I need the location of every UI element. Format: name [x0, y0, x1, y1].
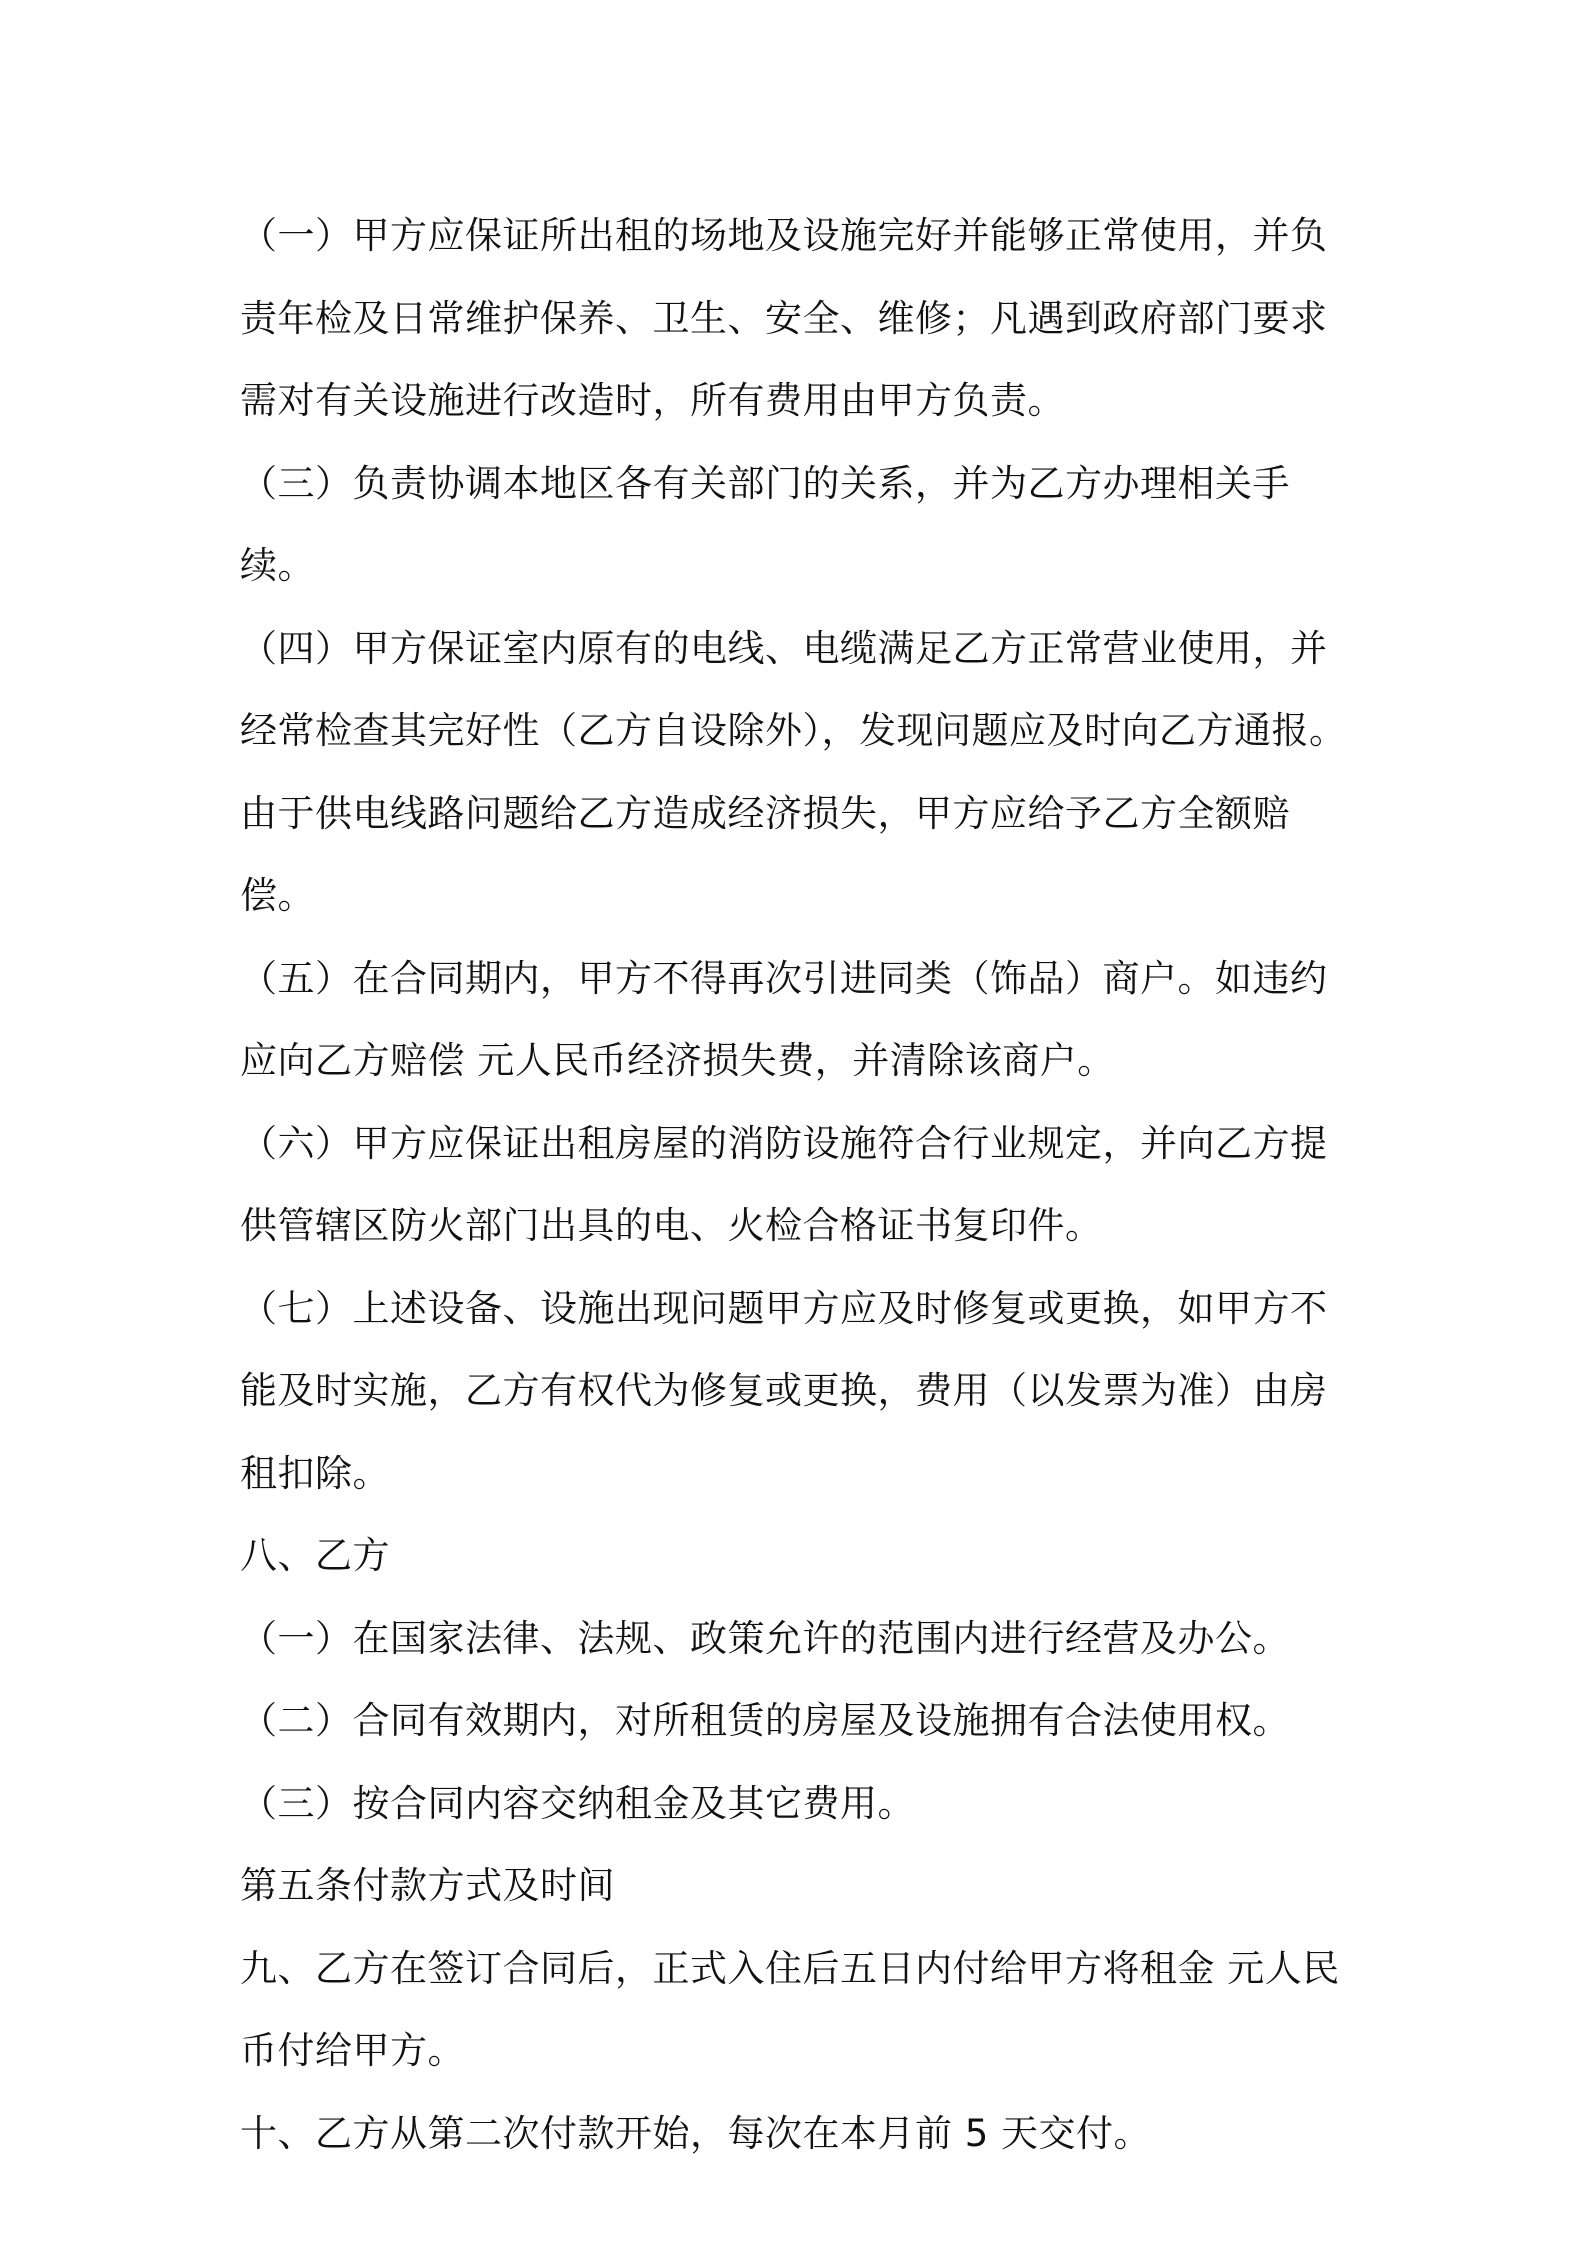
- paragraph-payment-10: 十、乙方从第二次付款开始，每次在本月前 5 天交付。: [240, 2111, 1152, 2155]
- paragraph-payment-9: 九、乙方在签订合同后，正式入住后五日内付给甲方将租金 元人民币付给甲方。: [240, 1946, 1340, 2072]
- section-heading-lessee: 八、乙方: [240, 1534, 390, 1577]
- article-heading-payment: 第五条付款方式及时间: [240, 1864, 615, 1907]
- paragraph-lessor-duty-1: （一）甲方应保证所出租的场地及设施完好并能够正常使用，并负责年检及日常维护保养、卫生、安全、维修；凡遇到政府部门要求需对有关设施进行改造时，所有费用由甲方负责。: [240, 214, 1328, 422]
- paragraph-lessee-right-3: （三）按合同内容交纳租金及其它费用。: [240, 1781, 915, 1825]
- paragraph-lessor-duty-6: （六）甲方应保证出租房屋的消防设施符合行业规定，并向乙方提供管辖区防火部门出具的电、火检合格证书复印件。: [240, 1121, 1328, 1247]
- paragraph-lessee-right-2: （二）合同有效期内，对所租赁的房屋及设施拥有合法使用权。: [240, 1699, 1290, 1742]
- paragraph-lessor-duty-4: （四）甲方保证室内原有的电线、电缆满足乙方正常营业使用，并经常检查其完好性（乙方自设除外），发现问题应及时向乙方通报。由于供电线路问题给乙方造成经济损失，甲方应给予乙方全额赔偿。: [240, 626, 1347, 917]
- paragraph-lessor-duty-5: （五）在合同期内，甲方不得再次引进同类（饰品）商户。如违约应向乙方赔偿 元人民币经济损失费，并清除该商户。: [240, 956, 1328, 1082]
- paragraph-lessee-right-1: （一）在国家法律、法规、政策允许的范围内进行经营及办公。: [240, 1616, 1290, 1660]
- paragraph-lessor-duty-3: （三）负责协调本地区各有关部门的关系，并为乙方办理相关手续。: [240, 461, 1290, 587]
- paragraph-lessor-duty-7: （七）上述设备、设施出现问题甲方应及时修复或更换，如甲方不能及时实施，乙方有权代为修复或更换，费用（以发票为准）由房租扣除。: [240, 1286, 1328, 1495]
- document-body: [240, 195, 1360, 2175]
